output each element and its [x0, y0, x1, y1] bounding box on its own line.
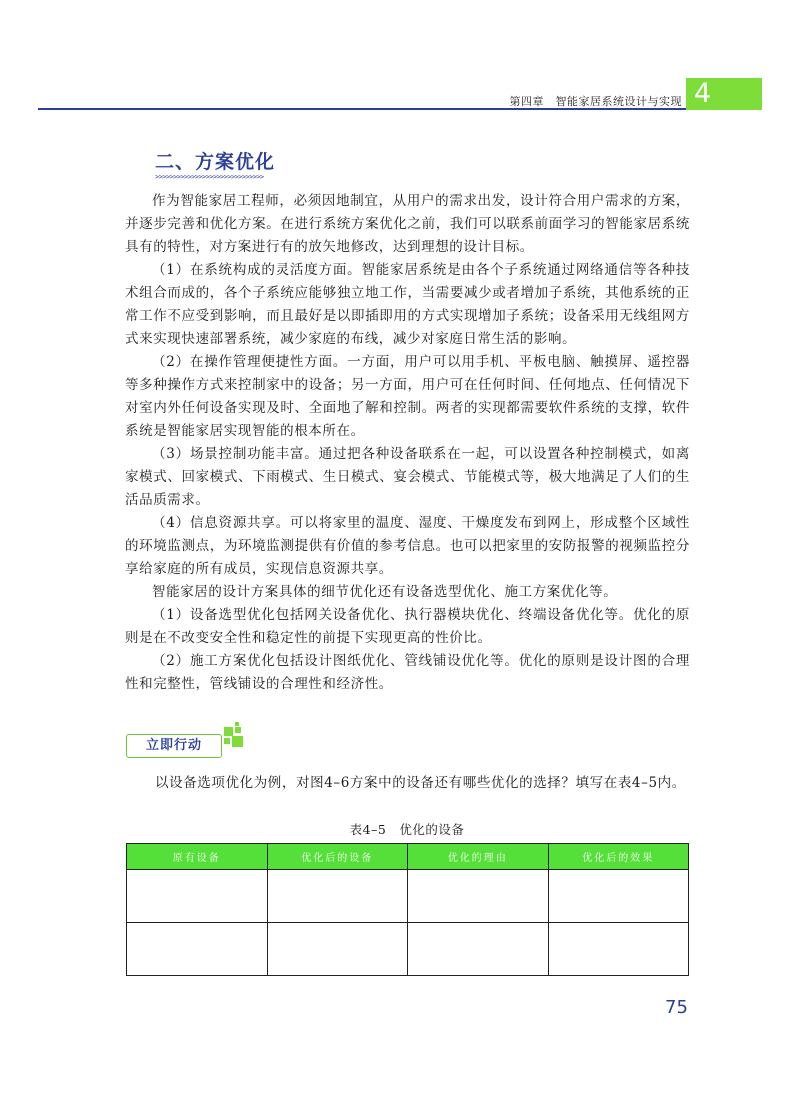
table-cell	[408, 870, 549, 923]
table-row	[127, 923, 689, 976]
paragraph: （1）设备选型优化包括网关设备优化、执行器模块优化、终端设备优化等。优化的原则是在不改变安全性和稳定性的前提下实现更高的性价比。	[125, 607, 690, 646]
paragraph: （3）场景控制功能丰富。通过把各种设备联系在一起，可以设置各种控制模式，如离家模式、回家模式、下雨模式、生日模式、宴会模式、节能模式等，极大地满足了人们的生活品质需求。	[125, 446, 690, 508]
section-title-underline: >>>>>>>>>>>>>>>>>>>>>>>>>>>>>>	[155, 173, 264, 181]
device-optimization-table	[126, 843, 689, 976]
column-header: 优化的理由	[408, 844, 549, 870]
table-cell	[408, 923, 549, 976]
body-text	[125, 190, 690, 696]
table-cell	[267, 923, 408, 976]
column-header: 优化后的效果	[548, 844, 689, 870]
paragraph: （1）在系统构成的灵活度方面。智能家居系统是由各个子系统通过网络通信等各种技术组合而成的，各个子系统应能够独立地工作，当需要减少或者增加子系统，其他系统的正常工作不应受到影响，而且最好是以即插即用的方式实现增加子系统；设备采用无线组网方式来实现快速部署系统，减少家庭的布线，减少对家庭日常生活的影响。	[125, 262, 690, 347]
table-caption: 表4–5 优化的设备	[349, 822, 465, 837]
paragraph: （2）施工方案优化包括设计图纸优化、管线铺设优化等。优化的原则是设计图的合理性和完整性，管线铺设的合理性和经济性。	[125, 653, 690, 692]
column-header: 原有设备	[127, 844, 268, 870]
table-cell	[267, 870, 408, 923]
page-number: 75	[665, 997, 688, 1018]
paragraph: 智能家居的设计方案具体的细节优化还有设备选型优化、施工方案优化等。	[152, 584, 618, 600]
table-cell	[548, 923, 689, 976]
action-badge-label: 立即行动	[145, 738, 202, 753]
decorative-square	[224, 727, 233, 736]
decorative-square	[232, 736, 243, 747]
action-badge	[126, 734, 222, 758]
table-row	[127, 870, 689, 923]
decorative-square	[235, 722, 239, 726]
chapter-header-title: 第四章 智能家居系统设计与实现	[509, 95, 682, 108]
table-header-row	[127, 844, 689, 870]
table-cell	[127, 923, 268, 976]
column-header: 优化后的设备	[267, 844, 408, 870]
section-title: 二、方案优化	[155, 151, 276, 173]
chapter-tab	[686, 78, 762, 110]
paragraph: （4）信息资源共享。可以将家里的温度、湿度、干燥度发布到网上，形成整个区域性的环境监测点，为环境监测提供有价值的参考信息。也可以把家里的安防报警的视频监控分享给家庭的所有成员，实现信息资源共享。	[125, 515, 690, 577]
decorative-square	[224, 738, 230, 744]
table-cell	[127, 870, 268, 923]
action-instruction: 以设备选项优化为例，对图4–6方案中的设备还有哪些优化的选择？填写在表4–5内。	[155, 775, 686, 791]
header-rule	[38, 108, 686, 110]
paragraph: （2）在操作管理便捷性方面。一方面，用户可以用手机、平板电脑、触摸屏、遥控器等多种操作方式来控制家中的设备；另一方面，用户可在任何时间、任何地点、任何情况下对室内外任何设备实现及时、全面地了解和控制。两者的实现都需要软件系统的支撑，软件系统是智能家居实现智能的根本所在。	[125, 354, 690, 439]
paragraph: 作为智能家居工程师，必须因地制宜，从用户的需求出发，设计符合用户需求的方案，并逐步完善和优化方案。在进行系统方案优化之前，我们可以联系前面学习的智能家居系统具有的特性，对方案进行有的放矢地修改，达到理想的设计目标。	[125, 193, 690, 255]
decorative-square	[235, 727, 241, 733]
chapter-number: 4	[694, 78, 712, 109]
table-cell	[548, 870, 689, 923]
